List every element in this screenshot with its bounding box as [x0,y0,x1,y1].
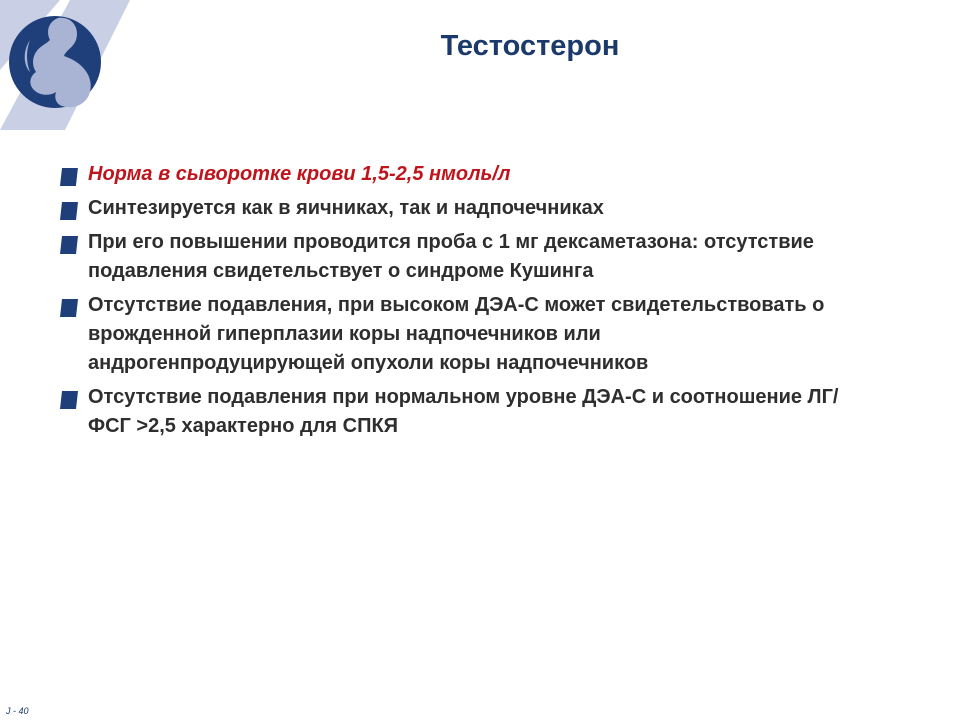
bullet-text: Отсутствие подавления при нормальном уровне ДЭА-С и соотношение ЛГ/ФСГ >2,5 характерно для СПКЯ [88,386,839,437]
bullet-item [58,383,858,441]
bullet-item [58,194,858,223]
slide-number: J - 40 [6,706,29,716]
bullet-list [58,160,858,446]
square-bullet-icon [58,389,80,411]
pregnant-silhouette-logo-icon [0,0,130,130]
bullet-item [58,228,858,286]
bullet-text: Синтезируется как в яичниках, так и надпочечниках [88,197,604,219]
slide-title: Тестостерон [440,30,620,62]
square-bullet-icon [58,297,80,319]
bullet-text: При его повышении проводится проба с 1 мг дексаметазона: отсутствие подавления свидетельствует о синдроме Кушинга [88,231,814,282]
bullet-text: Норма в сыворотке крови 1,5-2,5 нмоль/л [88,163,511,185]
bullet-text: Отсутствие подавления, при высоком ДЭА-С может свидетельствовать о врожденной гиперплазии коры надпочечников или андрогенпродуцирующей опухоли коры надпочечников [88,294,825,374]
bullet-item [58,160,858,189]
corner-logo [0,0,130,130]
square-bullet-icon [58,200,80,222]
square-bullet-icon [58,234,80,256]
square-bullet-icon [58,166,80,188]
bullet-item [58,291,858,378]
